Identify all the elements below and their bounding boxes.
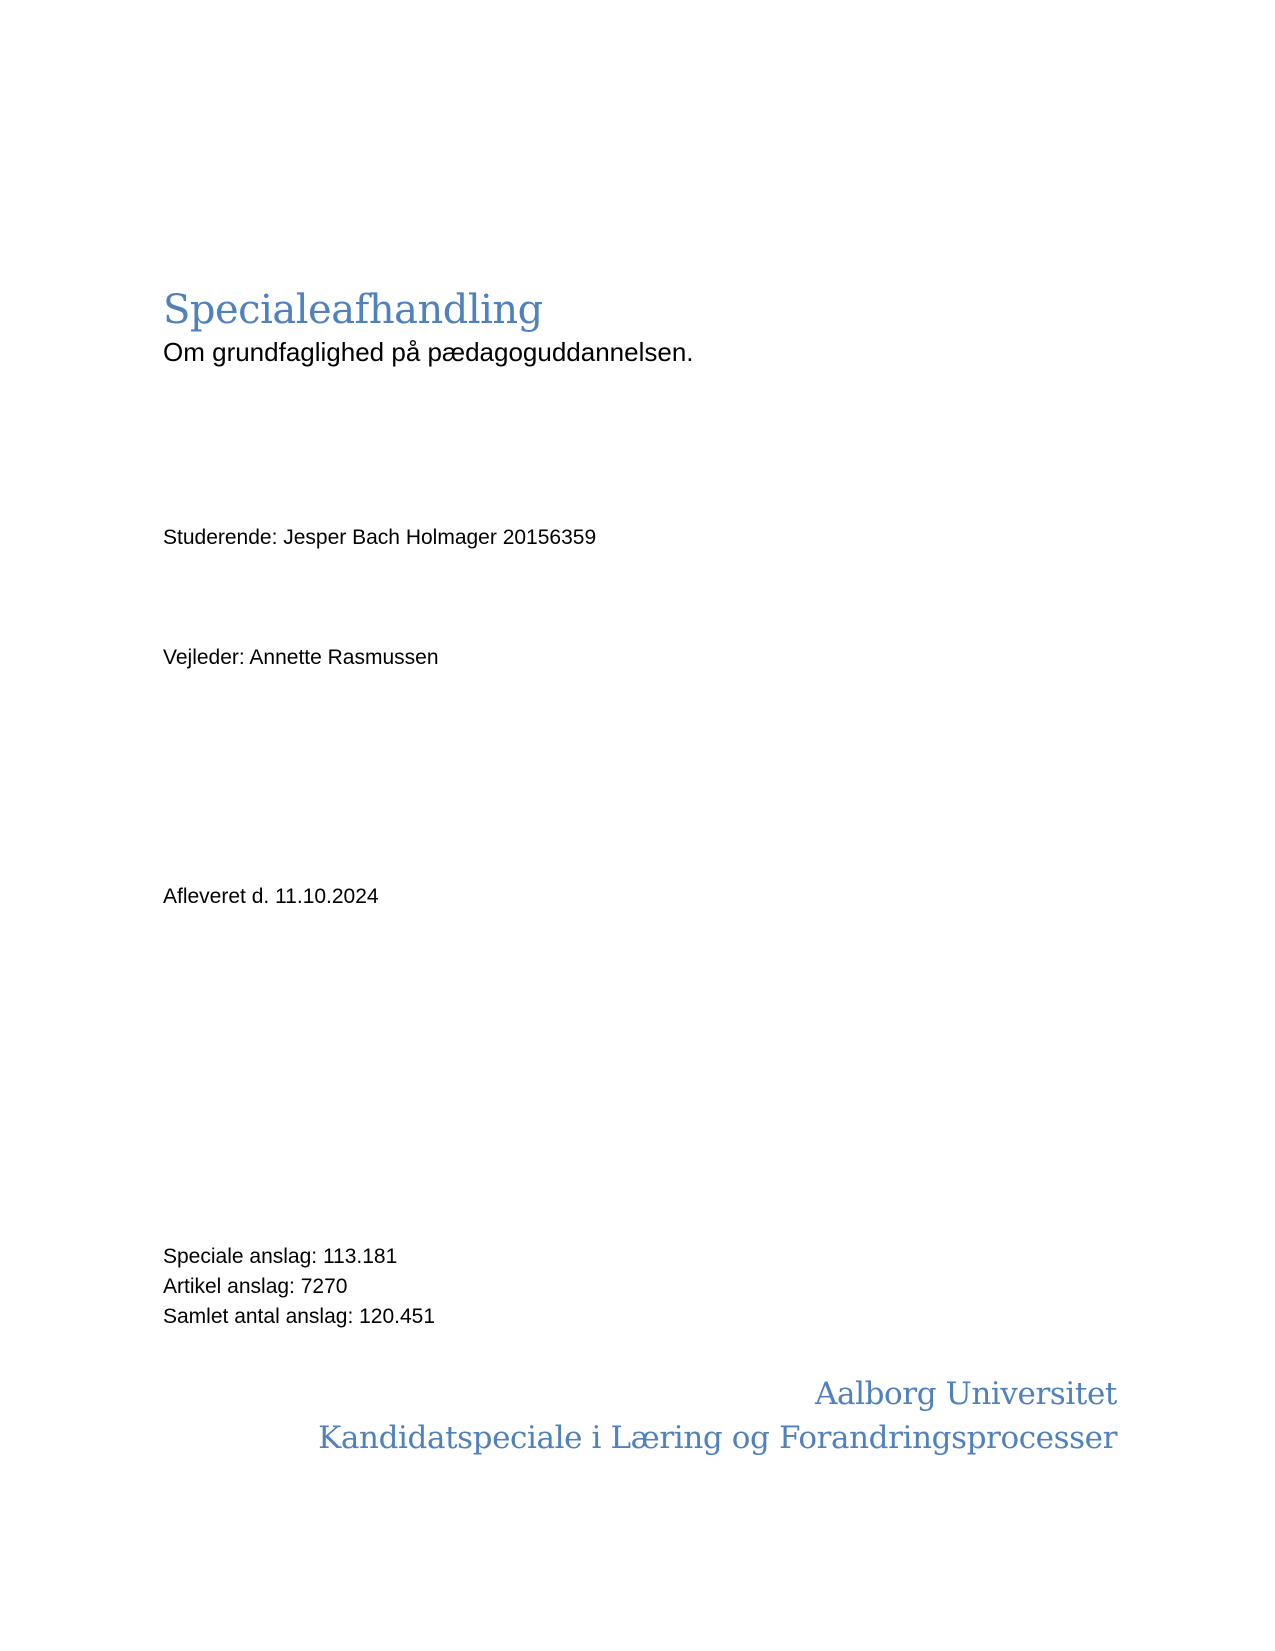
programme-name: Kandidatspeciale i Læring og Forandringsprocesser — [318, 1420, 1117, 1456]
thesis-character-count: Speciale anslag: 113.181 — [163, 1245, 398, 1268]
university-name: Aalborg Universitet — [815, 1376, 1117, 1412]
article-character-count: Artikel anslag: 7270 — [163, 1275, 348, 1298]
submission-date-line: Afleveret d. 11.10.2024 — [163, 885, 379, 908]
student-line: Studerende: Jesper Bach Holmager 20156359 — [163, 526, 597, 549]
total-character-count: Samlet antal anslag: 120.451 — [163, 1305, 436, 1328]
document-subtitle: Om grundfaglighed på pædagoguddannelsen. — [163, 337, 694, 367]
supervisor-line: Vejleder: Annette Rasmussen — [163, 646, 439, 669]
document-title: Specialeafhandling — [163, 287, 543, 333]
